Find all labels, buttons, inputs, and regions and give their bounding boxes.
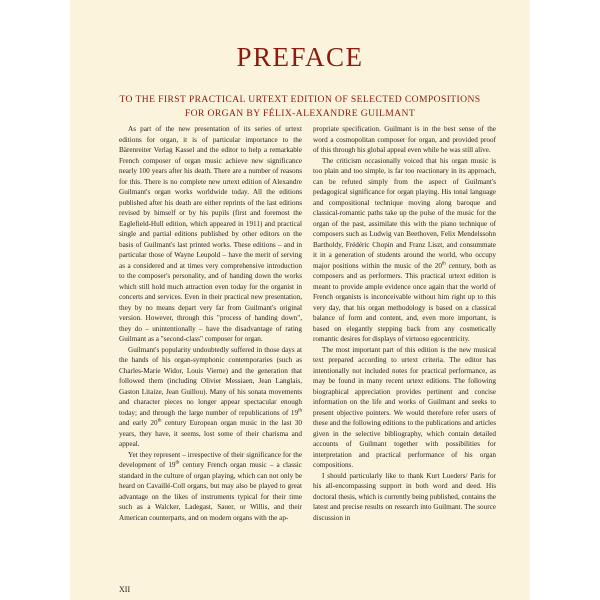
- left-text-column: [119, 124, 302, 523]
- paragraph: Guilmant's popularity undoubtedly suffered in those days at the hands of his organ-symphonic contemporaries (such as Charles-Marie Widor, Louis Vierne) and the generation that followed them (including Olivier Messiaen, Jean Langlais, Gaston Litaize, Jean Guillou). Many of his sonata movements and character pieces no longer appear spectacular enough today; and through the large number of republications of 19th and early 20th century European organ music in the last 30 years, they have, it seems, lost some of their charisma and appeal.: [119, 345, 302, 448]
- page-subtitle: [110, 93, 490, 121]
- paragraph: The criticism occasionally voiced that his organ music is too plain and too simple, is far too reactionary in its approach, can be refuted simply from the aspect of Guilmant's pedagogical significance for organ playing. His tonal language and compositional technique moving along baroque and classical-romantic paths take up the pulse of the music for the organ of the past, assimilate this with the piano technique of composers such as Ludwig van Beethoven, Felix Mendelssohn Bartholdy, Frédéric Chopin and Franz Liszt, and consummate it in a generation of students around the world, who occupy major positions within the music of the 20th century, both as composers and as performers. This practical urtext edition is meant to provide ample evidence once again that the world of French organists is inconceivable without him right up to this very day, that his organ methodology is based on a classical balance of form and content, and, even more important, is based on elegantly stepping back from any cosmetically romantic desires for displays of virtuoso egocentricity.: [313, 156, 496, 343]
- paragraph: propriate specification. Guilmant is in the best sense of the word a cosmopolitan composer for organ, and provided proof of this through his global appeal even while he was still alive.: [313, 125, 496, 154]
- paragraph: Yet they represent – irrespective of their significance for the development of 19th century French organ music – a classic standard in the culture of organ playing, which can not only be heard on Cavaillé-Coll organs, but may also be played to great advantage on the likes of instruments typical for their time such as a Walcker, Ladegast, Sauer, or Willis, and their American counterparts, and on modern organs with the ap-: [119, 450, 302, 522]
- page-number: XII: [119, 585, 131, 594]
- right-text-column: [313, 124, 496, 523]
- subtitle-line-1: TO THE FIRST PRACTICAL URTEXT EDITION OF SELECTED COMPOSITIONS: [119, 94, 481, 105]
- paragraph: The most important part of this edition is the new musical text prepared according to urtext criteria. The editor has intentionally not included notes for practical performance, as may be found in many recent urtext editions. The following biographical appreciation provides pertinent and concise information on the life and works of Guilmant and seeks to present objective pointers. We would therefore refer users of these and the following editions to the publications and articles given in the selective bibliography, which contain detailed accounts of Guilmant together with possibilities for interpretation and practical performance of his organ compositions.: [313, 345, 496, 469]
- paragraph: I should particularly like to thank Kurt Lueders/ Paris for his all-encompassing support in both word and deed. His doctoral thesis, which is currently being published, contains the latest and precise results on research into Guilmant. The source discussion in: [313, 471, 496, 522]
- paragraph: As part of the new presentation of its series of urtext editions for organ, it is of particular importance to the Bärenreiter Verlag Kassel and the editor to help a remarkable French composer of organ music achieve new significance nearly 100 years after his death. There are a number of reasons for this. There is no complete new urtext edition of Alexandre Guilmant's organ works worldwide today. All the editions published after his death are either reprints of the last editions revised by himself or by his pupils (first and foremost the Eaglefield-Hull edition, which appeared in 1911) and practical single and partial editions published by other editors on the basis of Guilmant's last printed works. These editions – and in particular those of Wayne Leupold – have the merit of serving as a considered and at times very comprehensive introduction to the composer's personality, and of handing down the works which still hold much attraction even today for the organist in concerts and services. Even in their practical new presentation, they by no means depart very far from Guilmant's original version. However, through this "process of handing down", they do – unintentionally – have the disadvantage of rating Guilmant as a "second-class" composer for organ.: [119, 125, 302, 343]
- subtitle-line-2: FOR ORGAN BY FÉLIX-ALEXANDRE GUILMANT: [184, 108, 416, 119]
- page-title: PREFACE: [236, 42, 364, 72]
- document-page: [70, 0, 530, 600]
